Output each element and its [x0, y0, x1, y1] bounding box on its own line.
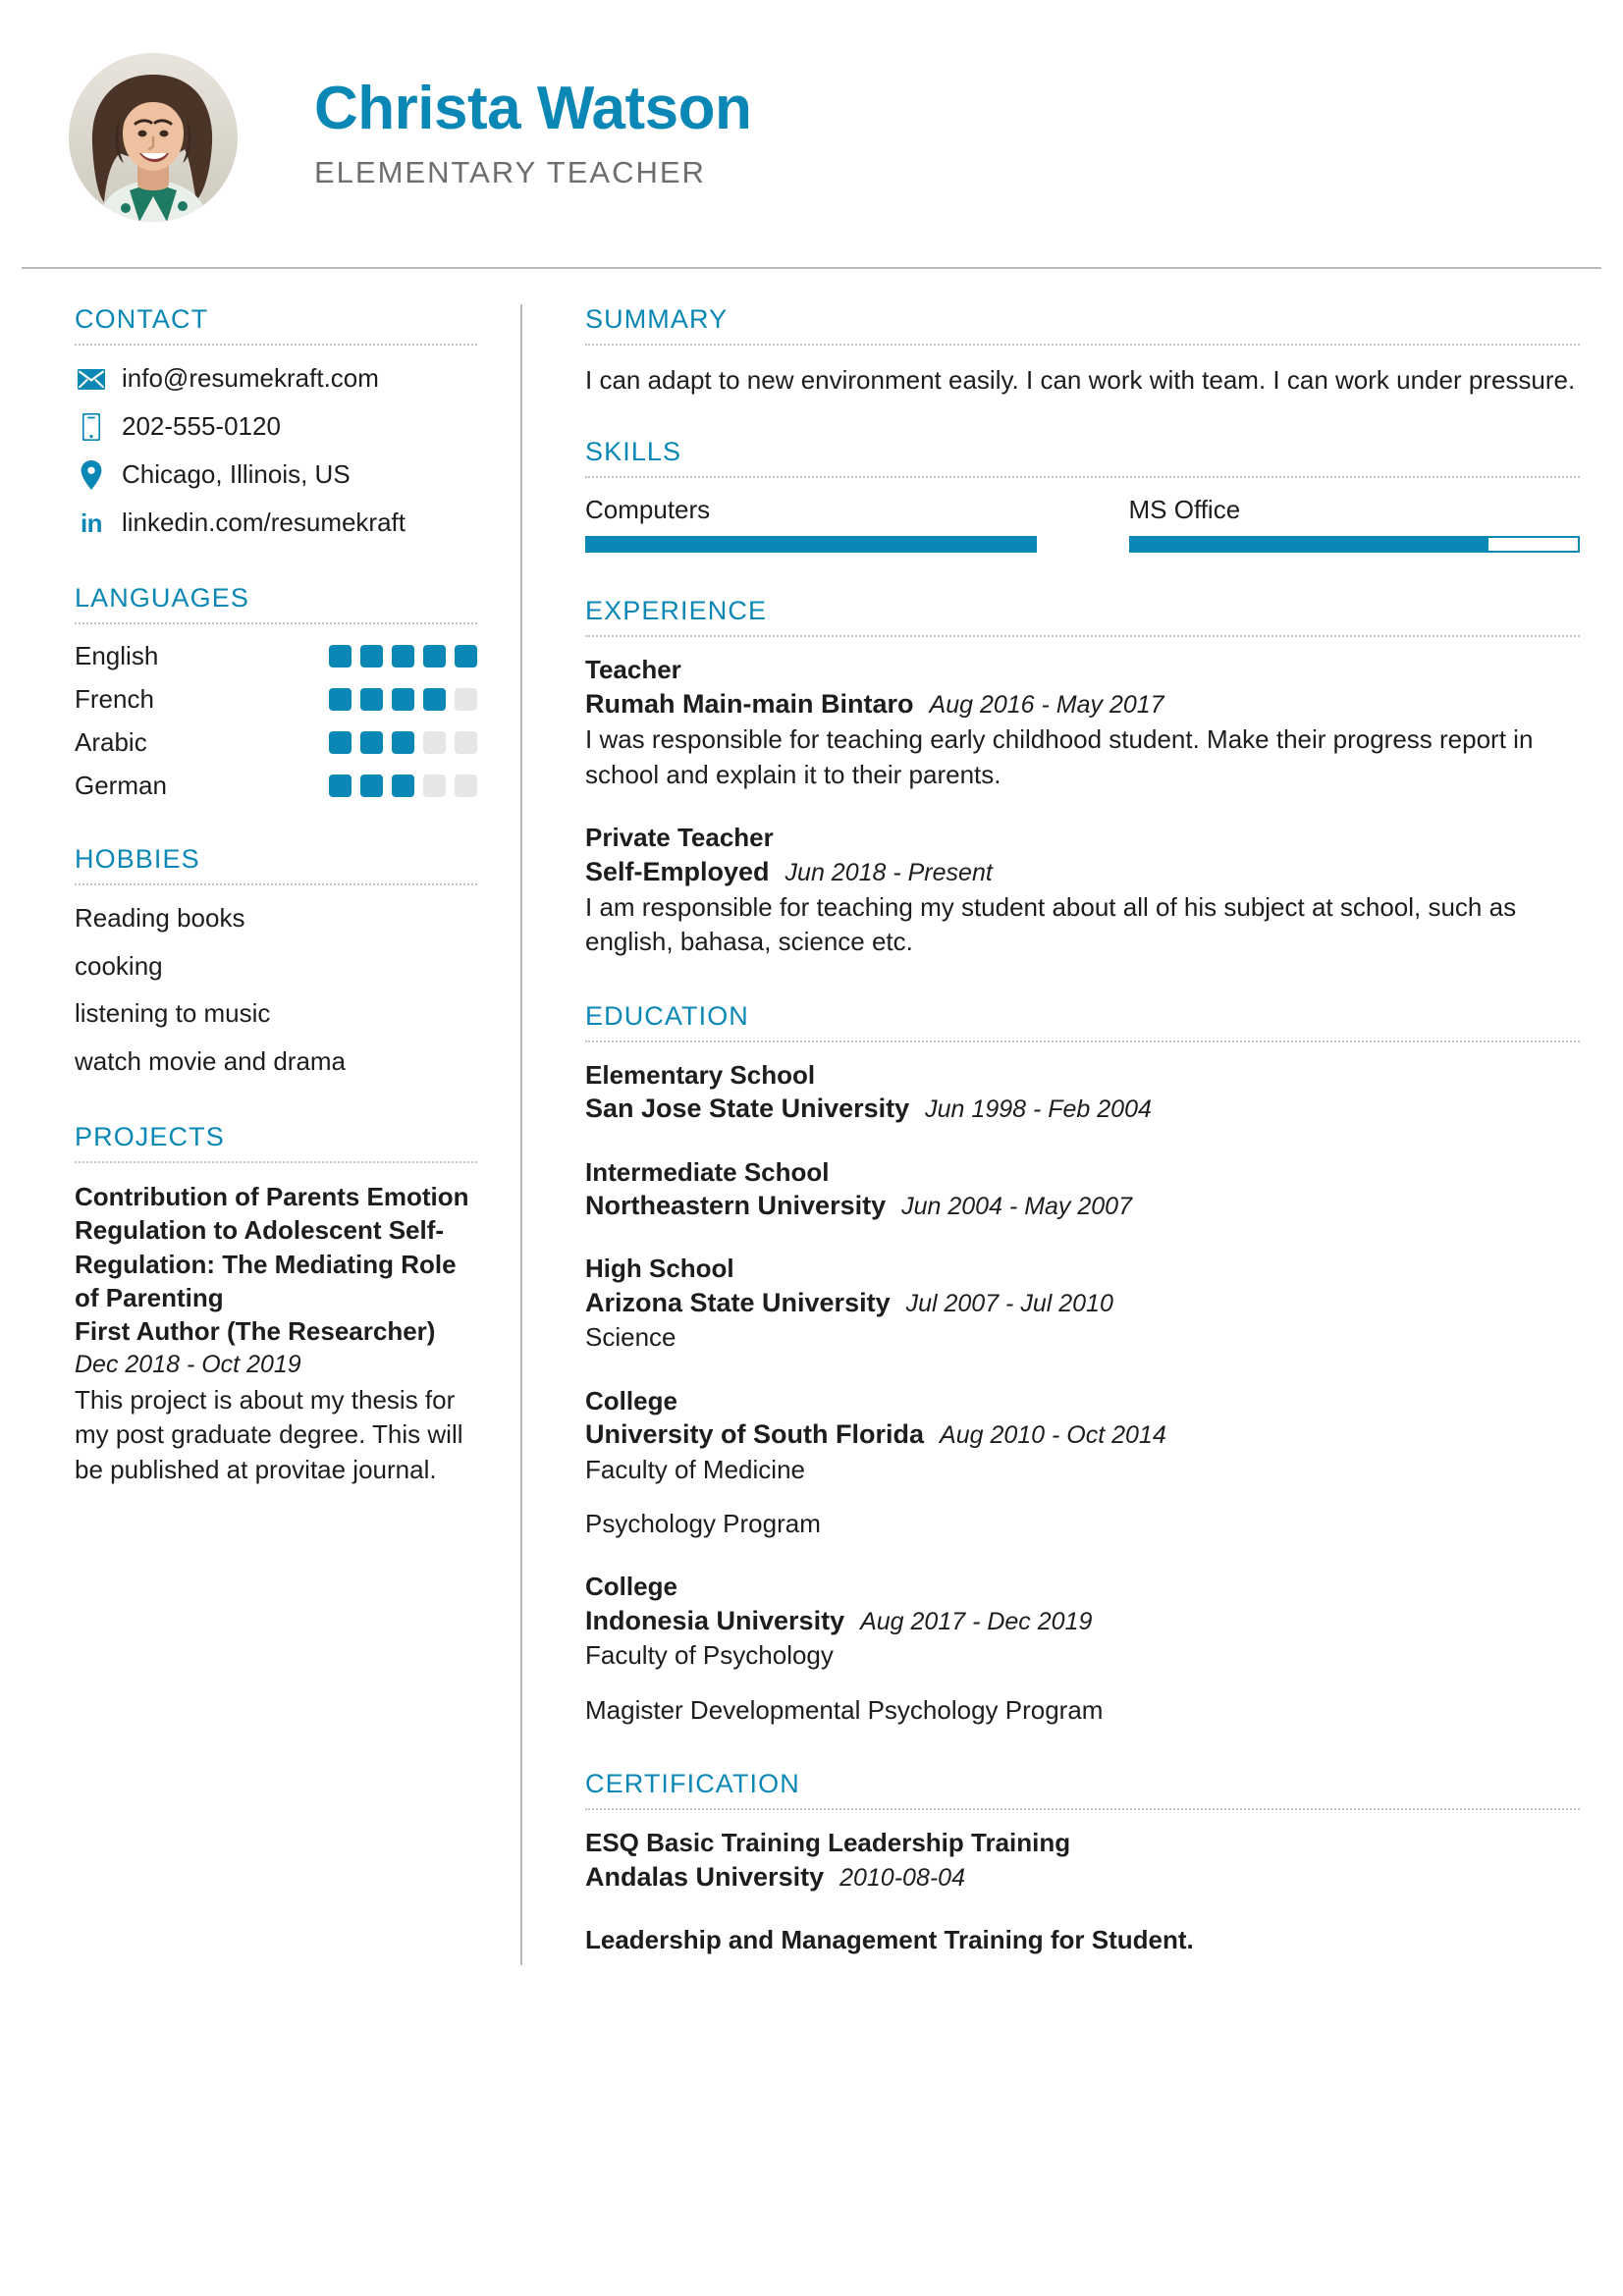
- experience-org-line: [585, 687, 1580, 721]
- level-square: [360, 688, 383, 711]
- level-square: [329, 731, 352, 754]
- level-square: [455, 731, 477, 754]
- language-level-meter: [329, 774, 477, 797]
- skill-item: [585, 495, 1037, 553]
- job-title: ELEMENTARY TEACHER: [314, 154, 706, 189]
- education-org-line: [585, 1286, 1580, 1320]
- project-entry: [75, 1180, 477, 1487]
- education-institution: Arizona State University: [585, 1288, 891, 1318]
- level-square: [360, 731, 383, 754]
- section-heading-projects: PROJECTS: [75, 1122, 225, 1151]
- education-entry: [585, 1571, 1580, 1728]
- skill-item: [1129, 495, 1581, 553]
- education-date: Aug 2010 - Oct 2014: [940, 1421, 1166, 1450]
- location-pin-icon: [75, 460, 108, 490]
- education-entry: [585, 1385, 1580, 1542]
- education-field: Science: [585, 1322, 676, 1353]
- education-entry: [585, 1059, 1580, 1127]
- language-name: French: [75, 684, 154, 714]
- experience-role: Teacher: [585, 655, 681, 685]
- section-skills: [585, 437, 1580, 553]
- list-item: [75, 684, 477, 715]
- education-org-line: [585, 1604, 1580, 1638]
- education-degree: College: [585, 1385, 677, 1415]
- experience-date: Aug 2016 - May 2017: [929, 691, 1164, 720]
- level-square: [455, 688, 477, 711]
- certification-organization: Andalas University: [585, 1861, 825, 1892]
- language-name: German: [75, 771, 167, 800]
- contact-item-linkedin[interactable]: [75, 507, 477, 540]
- hobbies-list: [75, 902, 477, 1077]
- languages-list: [75, 641, 477, 801]
- skill-name: Computers: [585, 495, 711, 525]
- resume-body: [0, 269, 1623, 1965]
- education-org-line: [585, 1417, 1580, 1452]
- language-name: English: [75, 641, 159, 670]
- page-title: Christa Watson: [314, 75, 752, 143]
- level-square: [329, 774, 352, 797]
- experience-date: Jun 2018 - Present: [784, 858, 993, 886]
- heading-rule: [585, 1808, 1580, 1810]
- experience-description: I was responsible for teaching early childhood student. Make their progress report in school and explain it to their parents.: [585, 724, 1534, 789]
- level-square: [360, 774, 383, 797]
- skill-name: MS Office: [1128, 495, 1241, 525]
- list-item: [75, 771, 477, 801]
- language-level-meter: [329, 731, 477, 754]
- level-square: [329, 688, 352, 711]
- project-role: First Author (The Researcher): [75, 1316, 436, 1347]
- mobile-phone-icon: [75, 413, 108, 441]
- experience-description: I am responsible for teaching my student about all of his subject at school, such as english, bahasa, science etc.: [585, 891, 1517, 957]
- experience-org-line: [585, 855, 1580, 889]
- header-text-block: [314, 77, 751, 198]
- summary-text: I can adapt to new environment easily. I can work with team. I can work under pressure.: [585, 365, 1576, 395]
- linkedin-icon: [75, 508, 108, 539]
- education-date: Jun 1998 - Feb 2004: [925, 1095, 1152, 1124]
- certification-name: Leadership and Management Training for Student.: [585, 1924, 1194, 1954]
- section-contact: [75, 304, 477, 540]
- experience-entry: [585, 654, 1580, 792]
- skill-progress-fill: [587, 538, 1035, 551]
- contact-location-text: Chicago, Illinois, US: [122, 459, 351, 490]
- language-level-meter: [329, 688, 477, 711]
- list-item: cooking: [75, 950, 163, 981]
- heading-rule: [75, 344, 477, 346]
- list-item: Reading books: [75, 903, 245, 933]
- list-item: [75, 727, 477, 758]
- level-square: [392, 688, 414, 711]
- certification-entry: [585, 1827, 1580, 1895]
- resume-header: [0, 0, 1623, 267]
- project-date: Dec 2018 - Oct 2019: [75, 1350, 301, 1378]
- heading-rule: [75, 622, 477, 624]
- heading-rule: [75, 1161, 477, 1163]
- level-square: [455, 774, 477, 797]
- heading-rule: [75, 883, 477, 885]
- contact-item-email[interactable]: [75, 362, 477, 396]
- language-level-meter: [329, 645, 477, 667]
- contact-item-phone[interactable]: [75, 410, 477, 444]
- education-entry: [585, 1253, 1580, 1355]
- heading-rule: [585, 476, 1580, 478]
- education-date: Jun 2004 - May 2007: [901, 1193, 1132, 1221]
- skill-progress-bar: [585, 536, 1037, 553]
- section-heading-summary: SUMMARY: [585, 304, 729, 334]
- education-org-line: [585, 1189, 1580, 1223]
- section-languages: [75, 583, 477, 801]
- sidebar-column: [0, 304, 520, 1965]
- education-date: Jul 2007 - Jul 2010: [905, 1290, 1113, 1318]
- education-institution: San Jose State University: [585, 1094, 910, 1124]
- level-square: [392, 645, 414, 667]
- section-heading-education: EDUCATION: [585, 1000, 749, 1031]
- section-heading-skills: SKILLS: [585, 437, 682, 467]
- list-item: listening to music: [75, 998, 271, 1028]
- section-education: [585, 1001, 1580, 1728]
- level-square: [423, 645, 446, 667]
- level-square: [423, 774, 446, 797]
- project-title: Contribution of Parents Emotion Regulation to Adolescent Self-Regulation: The Mediating Role of Parenting: [75, 1182, 469, 1312]
- level-square: [423, 731, 446, 754]
- language-name: Arabic: [75, 727, 147, 757]
- contact-phone-text: 202-555-0120: [122, 411, 281, 442]
- experience-organization: Self-Employed: [585, 856, 770, 886]
- section-hobbies: [75, 844, 477, 1077]
- skills-grid: [585, 495, 1580, 553]
- section-heading-languages: LANGUAGES: [75, 583, 249, 613]
- contact-list: [75, 362, 477, 540]
- heading-rule: [585, 344, 1580, 346]
- education-field: Faculty of Medicine: [585, 1454, 805, 1484]
- education-entry: [585, 1156, 1580, 1224]
- certification-name: ESQ Basic Training Leadership Training: [585, 1827, 1071, 1857]
- contact-item-location[interactable]: [75, 458, 477, 492]
- main-column: [522, 304, 1623, 1965]
- education-program: Magister Developmental Psychology Program: [585, 1694, 1104, 1725]
- certification-date: 2010-08-04: [839, 1863, 965, 1892]
- education-field: Faculty of Psychology: [585, 1640, 834, 1671]
- skill-progress-bar: [1129, 536, 1581, 553]
- level-square: [392, 731, 414, 754]
- heading-rule: [585, 1041, 1580, 1042]
- education-degree: Intermediate School: [585, 1156, 830, 1187]
- skill-progress-fill: [1131, 538, 1488, 551]
- education-date: Aug 2017 - Dec 2019: [860, 1608, 1093, 1636]
- education-institution: University of South Florida: [585, 1419, 925, 1450]
- experience-organization: Rumah Main-main Bintaro: [585, 689, 914, 720]
- level-square: [392, 774, 414, 797]
- section-projects: [75, 1122, 477, 1487]
- section-summary: [585, 304, 1580, 398]
- heading-rule: [585, 635, 1580, 637]
- envelope-icon: [75, 369, 108, 390]
- education-degree: Elementary School: [585, 1059, 816, 1090]
- contact-linkedin-text: linkedin.com/resumekraft: [122, 507, 406, 538]
- education-institution: Northeastern University: [585, 1191, 887, 1221]
- section-certification: [585, 1769, 1580, 1957]
- section-experience: [585, 596, 1580, 959]
- education-institution: Indonesia University: [585, 1606, 845, 1636]
- education-degree: College: [585, 1572, 677, 1602]
- level-square: [423, 688, 446, 711]
- level-square: [329, 645, 352, 667]
- certification-org-line: [585, 1860, 1580, 1895]
- list-item: [75, 641, 477, 671]
- experience-entry: [585, 822, 1580, 960]
- list-item: watch movie and drama: [75, 1045, 347, 1076]
- section-heading-hobbies: HOBBIES: [75, 844, 200, 874]
- education-org-line: [585, 1092, 1580, 1126]
- certification-entry: [585, 1924, 1580, 1957]
- section-heading-certification: CERTIFICATION: [585, 1768, 800, 1798]
- section-heading-experience: EXPERIENCE: [585, 596, 768, 626]
- level-square: [455, 645, 477, 667]
- level-square: [360, 645, 383, 667]
- contact-email-text: info@resumekraft.com: [122, 363, 379, 394]
- experience-role: Private Teacher: [585, 823, 774, 852]
- education-degree: High School: [585, 1254, 734, 1284]
- linkedin-icon-label: in: [80, 507, 103, 538]
- education-program: Psychology Program: [585, 1508, 821, 1538]
- project-description: This project is about my thesis for my post graduate degree. This will be published at provitae journal.: [75, 1385, 463, 1484]
- section-heading-contact: CONTACT: [75, 304, 209, 334]
- avatar: [69, 53, 238, 222]
